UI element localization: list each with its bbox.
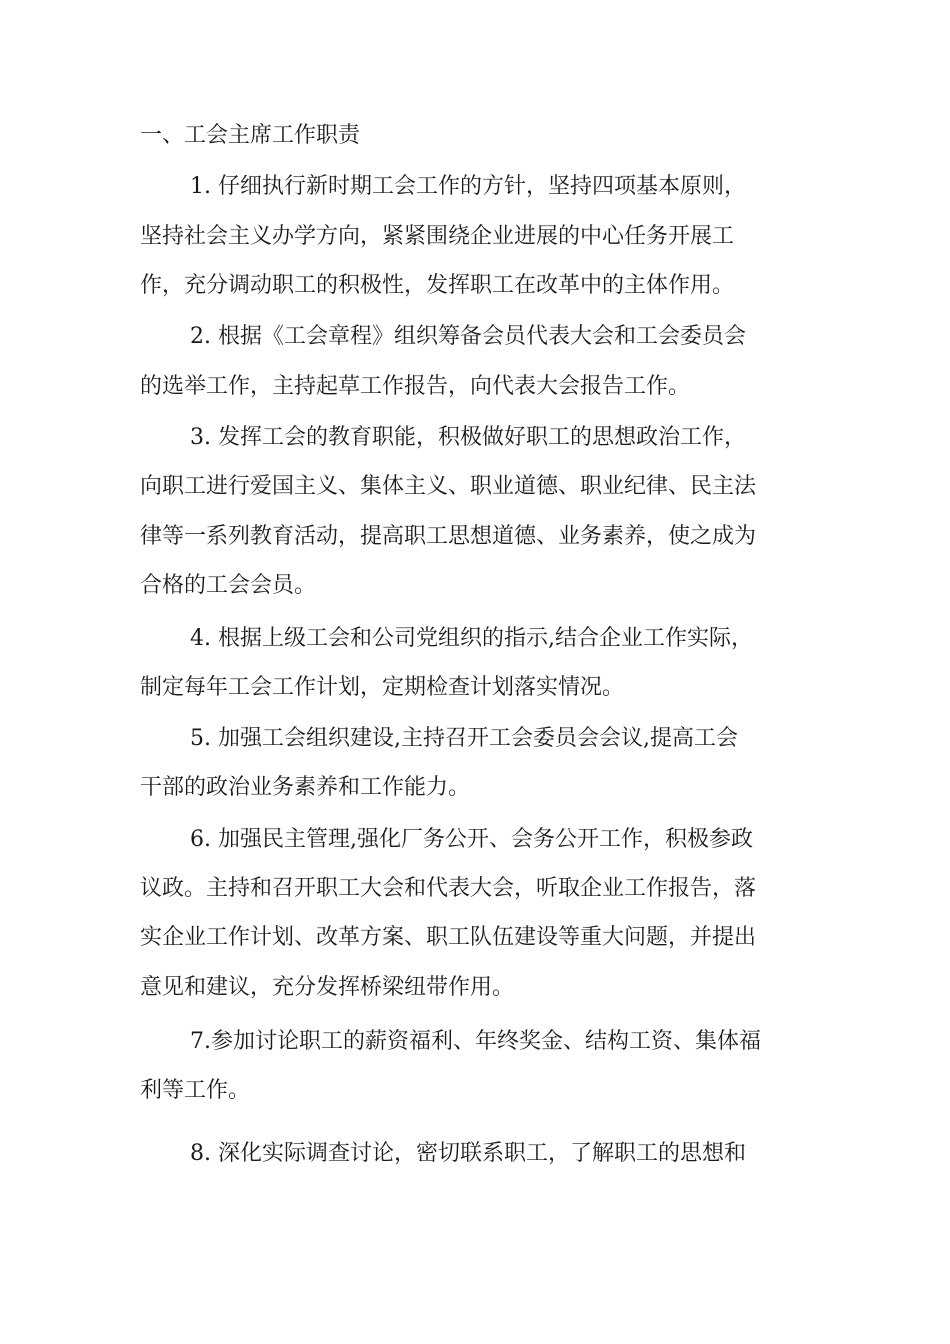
- paragraph-2-line-2: 的选举工作，主持起草工作报告，向代表大会报告工作。: [140, 374, 691, 399]
- paragraph-4-line-1: 4. 根据上级工会和公司党组织的指示,结合企业工作实际，: [190, 626, 753, 651]
- paragraph-5-line-2: 干部的政治业务素养和工作能力。: [140, 775, 471, 800]
- paragraph-1-line-2: 坚持社会主义办学方向，紧紧围绕企业进展的中心任务开展工: [140, 224, 735, 249]
- paragraph-3-line-4: 合格的工会会员。: [140, 573, 317, 598]
- paragraph-3-line-3: 律等一系列教育活动，提高职工思想道德、业务素养，使之成为: [140, 524, 757, 549]
- paragraph-7-line-1: 7.参加讨论职工的薪资福利、年终奖金、结构工资、集体福: [190, 1029, 761, 1054]
- paragraph-6-line-2: 议政。主持和召开职工大会和代表大会，听取企业工作报告，落: [140, 876, 757, 901]
- paragraph-2-line-1: 2. 根据《工会章程》组织筹备会员代表大会和工会委员会: [190, 324, 746, 349]
- paragraph-6-line-4: 意见和建议，充分发挥桥梁纽带作用。: [140, 975, 515, 1000]
- paragraph-5-line-1: 5. 加强工会组织建设,主持召开工会委员会会议,提高工会: [190, 726, 738, 751]
- paragraph-4-line-2: 制定每年工会工作计划，定期检查计划落实情况。: [140, 675, 625, 700]
- paragraph-6-line-1: 6. 加强民主管理,强化厂务公开、会务公开工作，积极参政: [190, 827, 753, 852]
- section-heading: 一、工会主席工作职责: [140, 123, 361, 148]
- paragraph-7-line-2: 利等工作。: [140, 1078, 251, 1103]
- paragraph-1-line-3: 作，充分调动职工的积极性，发挥职工在改革中的主体作用。: [140, 273, 735, 298]
- paragraph-1-line-1: 1. 仔细执行新时期工会工作的方针，坚持四项基本原则，: [190, 174, 746, 199]
- paragraph-6-line-3: 实企业工作计划、改革方案、职工队伍建设等重大问题，并提出: [140, 925, 757, 950]
- paragraph-8-line-1: 8. 深化实际调查讨论，密切联系职工，了解职工的思想和: [190, 1141, 746, 1166]
- paragraph-3-line-2: 向职工进行爱国主义、集体主义、职业道德、职业纪律、民主法: [140, 474, 757, 499]
- paragraph-3-line-1: 3. 发挥工会的教育职能，积极做好职工的思想政治工作，: [190, 425, 746, 450]
